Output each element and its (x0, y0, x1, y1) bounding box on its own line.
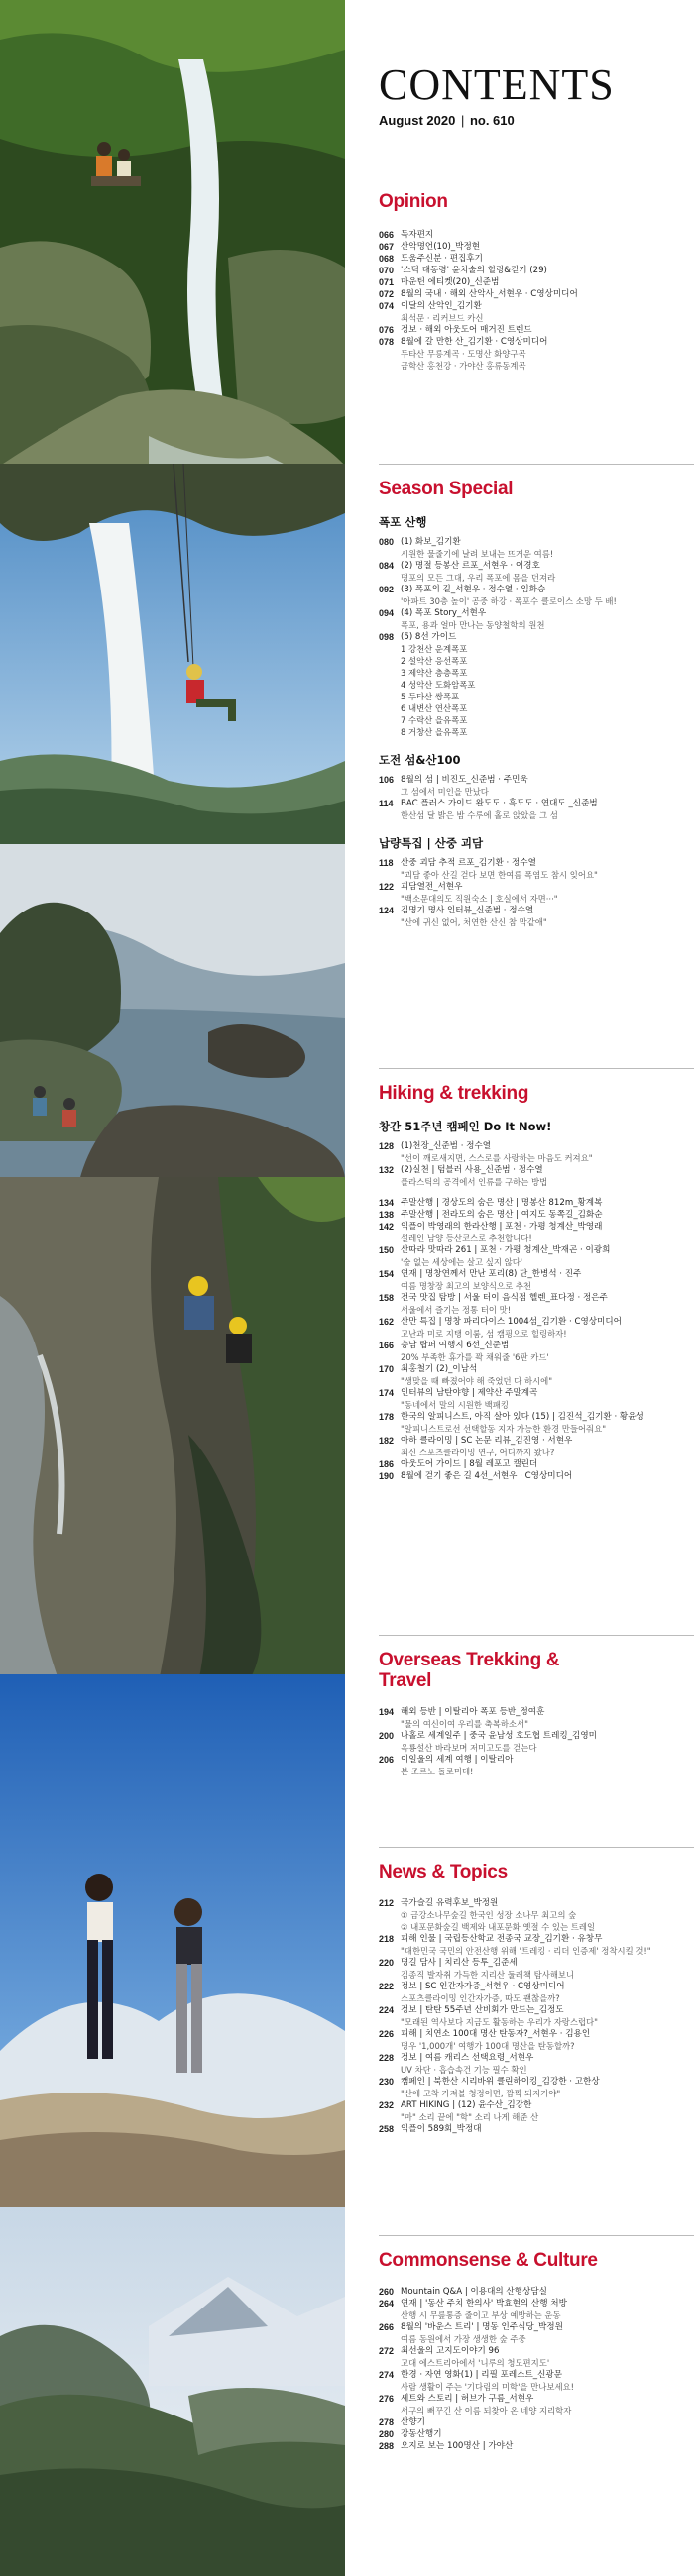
toc-entry (379, 1411, 682, 1423)
toc-entry (379, 300, 682, 312)
page-number: 278 (379, 2416, 395, 2427)
toc-entry (379, 1268, 682, 1280)
entry-title: 8월의 섬 | 비진도_신준범 · 주민욱 (401, 774, 528, 785)
toc-entry (379, 2393, 682, 2405)
toc-entry (379, 229, 682, 241)
entry-description: UV 차단 · 흡습속건 기능 필수 확인 (401, 2064, 527, 2075)
entry-title: 전국 맛집 탐방 | 서울 터이 음식점 헬렌_표다정 · 정은주 (401, 1292, 608, 1303)
entry-description: 명포의 모든 그대, 우리 폭포에 몸을 던져라 (401, 572, 556, 583)
issue-info: August 2020 | no. 610 (379, 113, 515, 128)
page-number: 230 (379, 2076, 395, 2087)
page-number: 200 (379, 1730, 395, 1741)
section-divider (379, 464, 694, 465)
entry-description: 고대 에스트리아에서 '니루의 청도편지도' (401, 2357, 550, 2368)
toc-entry (379, 1197, 682, 1209)
entry-title: ART HIKING | (12) 윤수산_김강한 (401, 2099, 532, 2110)
page-number: 134 (379, 1197, 395, 1208)
guide-list-item: 2 설악산 응선폭포 (401, 655, 468, 666)
toc-entry (379, 1387, 682, 1399)
toc-entry (379, 1933, 682, 1945)
photo-rappelling-waterfall (0, 464, 345, 850)
page-number: 124 (379, 905, 395, 915)
entry-title: '스틱 대동령' 윤치술의 힐링&걷기 (29) (401, 265, 547, 275)
toc-entry (379, 1981, 682, 1992)
entry-title: (1)천장_신준범 · 정수열 (401, 1140, 492, 1151)
guide-list-item: 3 제약산 층층폭포 (401, 667, 468, 678)
entry-description: "산에 고착 가져볼 청정이면, 깜찍 되지거야" (401, 2088, 561, 2098)
entry-title: 도움주신분 · 편집후기 (401, 253, 483, 264)
page-number: 118 (379, 857, 394, 868)
section-commonsense-culture (379, 2251, 682, 2452)
entry-description: 서구의 뻐꾸긴 산 이름 되찾아 온 네양 지리학자 (401, 2405, 572, 2415)
toc-entry (379, 1140, 682, 1152)
entry-title: 괴담열전_서현우 (401, 881, 463, 892)
section-divider (379, 1847, 694, 1848)
page-number: 128 (379, 1140, 395, 1151)
entry-title: 연재 | 명창연께서 만난 포리(8) 단_한병석 · 진주 (401, 1268, 582, 1279)
entry-title: 피해 인물 | 국립등산학교 전종국 교장_김기환 · 유창무 (401, 1933, 603, 1944)
guide-list-item: 8 거창산 을유폭포 (401, 726, 468, 737)
page-number: 080 (379, 536, 395, 547)
entry-description: 명우 '1,000개' 여행가 100대 명산을 탄동할까? (401, 2040, 575, 2051)
page-number: 098 (379, 631, 395, 642)
entry-description: 여름 동원에서 가장 생생한 숲 주중 (401, 2333, 526, 2344)
page-number: 206 (379, 1754, 395, 1765)
section-divider (379, 1635, 694, 1636)
guide-list-item: 7 수락산 을유폭포 (401, 714, 468, 725)
entry-description: "대한민국 국민의 안전산행 위해 '트레킹 · 리더 인증제' 정착시킬 것!" (401, 1945, 651, 1956)
toc-entry (379, 1470, 682, 1482)
guide-list (401, 643, 682, 738)
entry-description: 설레인 남양 등산코스로 추천합니다! (401, 1233, 532, 1243)
entry-description: 고난과 미로 지탱 이룸, 섬 캠핑으로 힐링하자! (401, 1328, 567, 1339)
page-number: 226 (379, 2028, 395, 2039)
page-number: 170 (379, 1363, 395, 1374)
toc-entry (379, 857, 682, 869)
entry-title: 해외 등반 | 이탈리아 폭포 등반_정여훈 (401, 1706, 545, 1717)
toc-entry (379, 2099, 682, 2111)
entry-title: 피해 | 치연소 100대 명산 탄동자?_서현우 · 김용인 (401, 2028, 591, 2039)
page-number: 228 (379, 2052, 395, 2063)
issue-number: no. 610 (469, 113, 515, 128)
page-number: 182 (379, 1435, 395, 1446)
entry-description: "동네에서 말의 시원한 백패킹 (401, 1399, 509, 1410)
entry-description: 플라스틱의 공격에서 인류를 구하는 방법 (401, 1176, 548, 1187)
page-number: 150 (379, 1244, 395, 1255)
entry-title: 나홀로 세계일주 | 중국 윤남성 호도협 트레킹_김영미 (401, 1730, 597, 1741)
entry-title: 인터뷰의 남탄야향 | 제약산 주말계곡 (401, 1387, 538, 1398)
toc-entry (379, 536, 682, 548)
page-number: 190 (379, 1470, 395, 1481)
page-number: 070 (379, 265, 395, 275)
toc-entry (379, 1897, 682, 1909)
entry-title: 주말산행 | 경상도의 숨은 명산 | 명봉산 812m_황계복 (401, 1197, 603, 1208)
entry-description: 최석문 · 리커브드 카신 (401, 312, 484, 323)
page-number: 174 (379, 1387, 395, 1398)
toc-entry (379, 905, 682, 916)
section-heading: Overseas Trekking & Travel (379, 1650, 560, 1691)
page-number: 258 (379, 2123, 395, 2134)
page-number: 142 (379, 1221, 395, 1232)
page-number: 158 (379, 1292, 395, 1303)
page-number: 071 (379, 276, 395, 287)
section-overseas (379, 1651, 682, 1777)
entry-title: 명길 담사 | 치리산 등투_김준세 (401, 1957, 518, 1968)
entry-title: 독자편지 (401, 229, 434, 240)
entry-title: 산따라 맛따라 261 | 포천 · 가평 청계산_박재곤 · 이광희 (401, 1244, 611, 1255)
entry-title: 연재 | '동산 주치 한의사' 박효현의 산행 처방 (401, 2298, 567, 2308)
entry-description: "괴담 좋아 산길 걷다 보면 한여름 폭염도 참시 잊어요" (401, 869, 598, 880)
section-heading: News & Topics (379, 1862, 508, 1882)
page-number: 078 (379, 336, 395, 347)
entry-description: 스포츠클라이밍 인간자가증, 따도 괜찮을까? (401, 1992, 560, 2003)
page-number: 272 (379, 2345, 395, 2356)
entry-title: 정보 | 탄탄 55주년 산비회가 만드는_김정도 (401, 2004, 564, 2015)
entry-title: 8월의 국내 · 해외 산악사_서현우 · C영상미디어 (401, 288, 578, 299)
photo-two-hikers-sky (0, 1674, 345, 2209)
page-number: 084 (379, 560, 395, 571)
toc-entry (379, 1164, 682, 1176)
entry-title: 오지로 보는 100명산 | 가야산 (401, 2440, 514, 2451)
entry-title: 정보 · 해외 아웃도어 매거진 트렌드 (401, 324, 532, 335)
section-heading: Commonsense & Culture (379, 2250, 598, 2271)
page-number: 074 (379, 300, 395, 311)
toc-entry (379, 2028, 682, 2040)
guide-list-item: 4 성악산 도화암폭포 (401, 679, 476, 690)
entry-title: 최홍철기 (2)_이남석 (401, 1363, 478, 1374)
page-number: 232 (379, 2099, 395, 2110)
entry-title: 8월에 갈 만한 산_김기환 · C영상미디어 (401, 336, 548, 347)
guide-list-item: 1 강천산 운계폭포 (401, 643, 468, 654)
entry-title: 8월의 '바운스 트리' | 명동 인주식당_박정원 (401, 2321, 563, 2332)
page-number: 166 (379, 1340, 395, 1350)
toc-entry (379, 1435, 682, 1447)
section-hiking-trekking (379, 1084, 682, 1482)
toc-entry (379, 774, 682, 786)
page-number: 224 (379, 2004, 395, 2015)
entry-description: 한산섬 달 밝은 밤 수루에 홀로 앉았을 그 섬 (401, 809, 558, 820)
entry-description: 금학산 홍천강 · 가야산 홍류동계곡 (401, 360, 526, 371)
entry-title: (5) 8선 가이드 (401, 631, 457, 642)
page-number: 106 (379, 774, 395, 785)
page-number: 092 (379, 584, 395, 594)
entry-description: 산행 시 무릎통증 줄이고 부상 예방하는 운동 (401, 2309, 561, 2320)
toc-entry (379, 2428, 682, 2440)
entry-title: 세트와 스토리 | 허브가 구름_서현우 (401, 2393, 534, 2404)
photo-misty-mountains (0, 2207, 345, 2576)
toc-entry (379, 2004, 682, 2016)
toc-entry (379, 881, 682, 893)
page-number: 072 (379, 288, 395, 299)
toc-entry (379, 1292, 682, 1304)
toc-entry (379, 560, 682, 572)
entry-title: 8월에 걷기 좋은 길 4선_서현우 · C영상미디어 (401, 1470, 573, 1481)
entry-title: 아하 클라이밍 | SC 논문 리뷰_김진영 · 서현우 (401, 1435, 573, 1446)
entry-description: "마" 소리 끝에 "학" 소리 나게 해준 산 (401, 2111, 539, 2122)
toc-entry (379, 2369, 682, 2381)
entry-title: (2)실천 | 텀블러 사용_신준범 · 정수열 (401, 1164, 543, 1175)
section-heading: Opinion (379, 191, 448, 212)
entry-title: 아웃도어 가이드 | 8월 레포고 캘린더 (401, 1458, 538, 1469)
page-number: 264 (379, 2298, 395, 2308)
table-of-contents (345, 0, 694, 2576)
toc-entry (379, 607, 682, 619)
section-opinion (379, 192, 682, 372)
toc-entry (379, 276, 682, 288)
subsection-heading: 창간 51주년 캠페인 Do It Now! (379, 1119, 552, 1133)
page-number: 132 (379, 1164, 395, 1175)
section-divider (379, 1068, 694, 1069)
photo-coastal-island (0, 844, 345, 1181)
entry-title: 캠페인 | 북한산 시리바위 클린하이킹_김강한 · 고한상 (401, 2076, 600, 2087)
toc-entry (379, 336, 682, 348)
page-number: 260 (379, 2286, 395, 2297)
page-title: CONTENTS (379, 60, 615, 109)
entry-description: 시원한 물줄기에 날려 보내는 뜨거운 여름! (401, 548, 554, 559)
toc-entry (379, 1340, 682, 1351)
toc-entry (379, 1458, 682, 1470)
subsection-heading: 폭포 산행 (379, 514, 427, 529)
toc-entry (379, 2298, 682, 2309)
page-number: 212 (379, 1897, 395, 1908)
entry-title: 이일울의 세계 여행 | 이탈리아 (401, 1754, 514, 1765)
subsection-heading: 납량특집 | 산중 괴담 (379, 835, 484, 850)
entry-title: 마운틴 에티켓(20)_신준범 (401, 276, 500, 287)
entry-title: 산만 특집 | 명창 파리다이스 1004섬_김기환 · C영상미디어 (401, 1316, 622, 1327)
entry-title: (3) 폭포의 길_서현우 · 정수열 · 임화승 (401, 584, 546, 594)
entry-description: 그 섬에서 미인을 만났다 (401, 786, 489, 797)
entry-description: "물의 여신이여 우리를 축복하소서" (401, 1718, 528, 1729)
entry-description: '아파트 30층 높이' 공중 하강 · 폭포수 클로이스 소망 두 배! (401, 595, 617, 606)
entry-title: 익플이 박영래의 한라산행 | 포천 · 가평 청계산_박영래 (401, 1221, 603, 1232)
toc-entry (379, 2345, 682, 2357)
entry-description: "알피니스트로선 선택할동 지자 가능한 환경 만들어줘요" (401, 1423, 607, 1434)
page-number: 066 (379, 229, 395, 240)
toc-entry (379, 798, 682, 809)
entry-description: '술 없는 세상에는 살고 싶지 않다' (401, 1256, 523, 1267)
page-number: 274 (379, 2369, 395, 2380)
toc-entry (379, 253, 682, 265)
toc-entry (379, 241, 682, 253)
entry-title: 강동산행기 (401, 2428, 442, 2439)
toc-entry (379, 1209, 682, 1221)
entry-title: 산향기 (401, 2416, 425, 2427)
entry-description: 서울에서 즐기는 정통 터이 맛! (401, 1304, 512, 1315)
entry-description: 옥룡설산 바라보며 저미고도를 걷는다 (401, 1742, 537, 1753)
entry-title: (2) 명절 등봉산 르포_서현우 · 이경호 (401, 560, 540, 571)
toc-entry (379, 631, 682, 643)
toc-entry (379, 1730, 682, 1742)
toc-entry (379, 2123, 682, 2135)
page-number: 178 (379, 1411, 395, 1422)
page-number: 162 (379, 1316, 395, 1327)
page-number: 094 (379, 607, 395, 618)
entry-title: 김명기 명사 인터뷰_신준범 · 정수열 (401, 905, 534, 915)
entry-title: BAC 플러스 가이드 완도도 · 흑도도 · 연대도 _신준범 (401, 798, 598, 808)
page-number: 067 (379, 241, 395, 252)
entry-title: 정보 | SC 인간자가증_서현우 · C영상미디어 (401, 1981, 565, 1991)
toc-entry (379, 265, 682, 276)
section-season-special (379, 480, 682, 928)
photo-column (0, 0, 345, 2576)
page-number: 114 (379, 798, 394, 808)
entry-description: "생맞을 때 빠졌어야 해 죽었던 다 하시에" (401, 1375, 553, 1386)
entry-description: "모래된 역사보다 지금도 활동하는 우리가 자랑스럽다" (401, 2016, 598, 2027)
toc-entry (379, 1706, 682, 1718)
issue-date: August 2020 (379, 113, 456, 128)
page-number: 194 (379, 1706, 395, 1717)
guide-list-item: 6 내변산 연산폭포 (401, 702, 468, 713)
entry-description: "백소문대의도 직원숙소 | 호실에서 자면···" (401, 893, 558, 904)
toc-entry (379, 584, 682, 595)
page-number: 068 (379, 253, 395, 264)
entry-description: 두타산 무릉계곡 · 도명산 화양구곡 (401, 348, 526, 359)
entry-description: 여름 명창장 최고의 보양식으로 추천 (401, 1280, 532, 1291)
page-number: 122 (379, 881, 395, 892)
photo-waterfall-hikers (0, 0, 345, 515)
entry-description: "선이 깨로새지면, 스스로를 사랑하는 마음도 커져요" (401, 1152, 593, 1163)
entry-description: ① 금강소나무숲길 한국인 성장 소나무 최고의 숲 (401, 1909, 577, 1920)
toc-entry (379, 1244, 682, 1256)
entry-title: 최선울의 고지도이야기 96 (401, 2345, 500, 2356)
page-number: 154 (379, 1268, 395, 1279)
page-number: 280 (379, 2428, 395, 2439)
photo-climbers-cliff (0, 1177, 345, 1682)
toc-entry (379, 2286, 682, 2298)
guide-list-item: 5 두타산 쌍폭포 (401, 691, 460, 701)
entry-title: 한경 · 자연 영화(1) | 리필 포레스트_신광문 (401, 2369, 563, 2380)
toc-entry (379, 1316, 682, 1328)
toc-entry (379, 1754, 682, 1766)
entry-description: 20% 부족한 휴가를 꽉 채워줄 '6판 카드' (401, 1351, 549, 1362)
section-divider (379, 2235, 694, 2236)
section-news-topics (379, 1863, 682, 2135)
entry-title: 한국의 알피니스트, 아직 살아 있다 (15) | 김진석_김기환 · 황윤성 (401, 1411, 644, 1422)
section-heading: Hiking & trekking (379, 1083, 529, 1104)
entry-description: 최신 스포츠클라이밍 연구, 어디까지 왔나? (401, 1447, 555, 1457)
toc-entry (379, 324, 682, 336)
page-number: 076 (379, 324, 395, 335)
entry-title: 산악명언(10)_박정현 (401, 241, 481, 252)
toc-entry (379, 2440, 682, 2452)
section-heading: Season Special (379, 479, 514, 499)
entry-title: Mountain Q&A | 이용대의 산행상담실 (401, 2286, 547, 2297)
toc-entry (379, 1221, 682, 1233)
page-number: 186 (379, 1458, 395, 1469)
toc-entry (379, 2321, 682, 2333)
entry-title: 충남 탑퍼 여행지 6선_신준범 (401, 1340, 510, 1350)
page-number: 276 (379, 2393, 395, 2404)
masthead (379, 60, 615, 128)
page-number: 220 (379, 1957, 395, 1968)
toc-entry (379, 2416, 682, 2428)
toc-entry (379, 1957, 682, 1969)
entry-description: 김종직 발자취 가득한 지리산 둘레책 탐사해보니 (401, 1969, 575, 1980)
toc-entry (379, 1363, 682, 1375)
toc-entry (379, 288, 682, 300)
subsection-heading: 도전 섬&산100 (379, 752, 461, 767)
entry-description: 폭포, 용과 얼마 만나는 동양철학의 원천 (401, 619, 545, 630)
entry-title: 익플이 589회_박정대 (401, 2123, 482, 2134)
entry-title: 국가슬길 유력후보_박정원 (401, 1897, 499, 1908)
page-number: 288 (379, 2440, 395, 2451)
page-number: 218 (379, 1933, 395, 1944)
entry-description: "산에 귀신 없어, 처연한 산신 참 막같애" (401, 916, 547, 927)
entry-title: (4) 폭포 Story_서현우 (401, 607, 487, 618)
page-number: 138 (379, 1209, 395, 1220)
entry-title: 주말산행 | 전라도의 숨은 명산 | 여지도 동쪽길_김화순 (401, 1209, 603, 1220)
toc-entry (379, 2076, 682, 2088)
entry-description: ② 내포문화숲길 백제와 내포문화 옛절 수 있는 트레일 (401, 1921, 596, 1932)
entry-description: 사람 생활이 주는 '기다림의 미학'을 만나보세요! (401, 2381, 574, 2392)
toc-entry (379, 2052, 682, 2064)
entry-description: 본 조르노 돌로미테! (401, 1766, 474, 1776)
entry-title: 산중 괴담 추적 르포_김기환 · 정수열 (401, 857, 536, 868)
page-number: 222 (379, 1981, 395, 1991)
entry-title: (1) 화보_김기환 (401, 536, 461, 547)
entry-title: 이달의 산악인_김기환 (401, 300, 482, 311)
page-number: 266 (379, 2321, 395, 2332)
entry-title: 정보 | 여름 캐리스 선택요령_서현우 (401, 2052, 534, 2063)
